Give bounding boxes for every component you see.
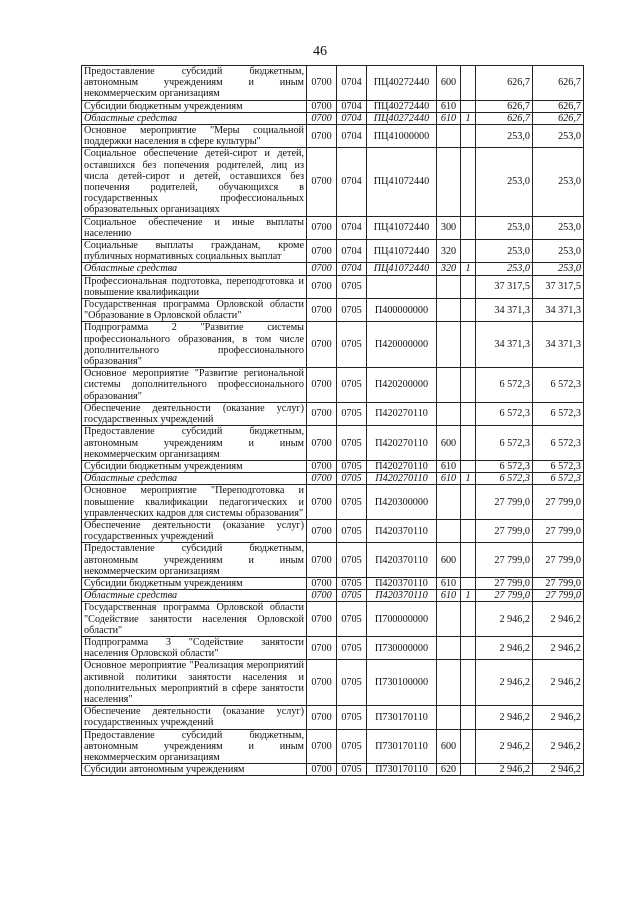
funding-source-cell	[461, 100, 476, 112]
amount-cell: 626,7	[476, 66, 533, 101]
section-code-cell: 0700	[307, 473, 337, 485]
funding-source-cell	[461, 543, 476, 578]
section-code-cell: 0700	[307, 368, 337, 403]
subsection-code-cell: 0705	[337, 602, 367, 637]
expense-type-cell	[437, 519, 461, 542]
amount-cell: 2 946,2	[476, 706, 533, 729]
section-code-cell: 0700	[307, 706, 337, 729]
row-name-cell: Социальное обеспечение детей-сирот и детей, оставшихся без попечения родителей, лиц из числа детей-сирот и детей, оставшихся без попечения родителей, обучающихся в государственных профессиональных образовательных организациях	[82, 148, 307, 216]
amount-total-cell: 34 371,3	[533, 299, 584, 322]
funding-source-cell	[461, 148, 476, 216]
funding-source-cell	[461, 519, 476, 542]
amount-total-cell: 626,7	[533, 66, 584, 101]
amount-cell: 6 572,3	[476, 473, 533, 485]
section-code-cell: 0700	[307, 764, 337, 776]
subsection-code-cell: 0705	[337, 473, 367, 485]
amount-cell: 27 799,0	[476, 543, 533, 578]
target-article-cell: П400000000	[367, 299, 437, 322]
subsection-code-cell: 0704	[337, 148, 367, 216]
target-article-cell: П420270110	[367, 402, 437, 425]
amount-total-cell: 2 946,2	[533, 636, 584, 659]
subsection-code-cell: 0705	[337, 519, 367, 542]
expense-type-cell	[437, 368, 461, 403]
table-row	[82, 590, 584, 602]
section-code-cell: 0700	[307, 485, 337, 520]
subsection-code-cell: 0704	[337, 240, 367, 263]
table-row	[82, 473, 584, 485]
amount-total-cell: 6 572,3	[533, 402, 584, 425]
section-code-cell: 0700	[307, 216, 337, 239]
row-name-cell: Предоставление субсидий бюджетным, автономным учреждениям и иным некоммерческим организациям	[82, 66, 307, 101]
target-article-cell: ПЦ40272440	[367, 100, 437, 112]
section-code-cell: 0700	[307, 577, 337, 589]
expense-type-cell	[437, 402, 461, 425]
target-article-cell: П730170110	[367, 729, 437, 764]
amount-cell: 626,7	[476, 100, 533, 112]
subsection-code-cell: 0705	[337, 706, 367, 729]
table-row	[82, 577, 584, 589]
amount-cell: 27 799,0	[476, 519, 533, 542]
amount-total-cell: 27 799,0	[533, 543, 584, 578]
amount-total-cell: 2 946,2	[533, 660, 584, 706]
section-code-cell: 0700	[307, 402, 337, 425]
table-row	[82, 368, 584, 403]
row-name-cell: Предоставление субсидий бюджетным, автономным учреждениям и иным некоммерческим организациям	[82, 729, 307, 764]
row-name-cell: Социальное обеспечение и иные выплаты населению	[82, 216, 307, 239]
funding-source-cell	[461, 125, 476, 148]
table-row	[82, 660, 584, 706]
amount-total-cell: 2 946,2	[533, 602, 584, 637]
target-article-cell: ПЦ40272440	[367, 66, 437, 101]
expense-type-cell: 610	[437, 112, 461, 124]
section-code-cell: 0700	[307, 100, 337, 112]
amount-total-cell: 253,0	[533, 216, 584, 239]
target-article-cell: П730170110	[367, 706, 437, 729]
target-article-cell: П730000000	[367, 636, 437, 659]
funding-source-cell	[461, 216, 476, 239]
row-name-cell: Основное мероприятие "Переподготовка и повышение квалификации педагогических и управленческих кадров для системы образования"	[82, 485, 307, 520]
section-code-cell: 0700	[307, 299, 337, 322]
funding-source-cell	[461, 706, 476, 729]
amount-cell: 253,0	[476, 125, 533, 148]
table-row	[82, 764, 584, 776]
section-code-cell: 0700	[307, 636, 337, 659]
expense-type-cell: 600	[437, 426, 461, 461]
target-article-cell: П420370110	[367, 543, 437, 578]
amount-cell: 34 371,3	[476, 299, 533, 322]
amount-total-cell: 253,0	[533, 148, 584, 216]
amount-cell: 2 946,2	[476, 729, 533, 764]
row-name-cell: Областные средства	[82, 590, 307, 602]
target-article-cell: П730100000	[367, 660, 437, 706]
funding-source-cell	[461, 322, 476, 368]
row-name-cell: Подпрограмма 2 "Развитие системы профессионального образования, в том числе дополнительного профессионального образования"	[82, 322, 307, 368]
funding-source-cell	[461, 729, 476, 764]
amount-cell: 253,0	[476, 240, 533, 263]
funding-source-cell	[461, 660, 476, 706]
section-code-cell: 0700	[307, 660, 337, 706]
subsection-code-cell: 0705	[337, 275, 367, 298]
funding-source-cell	[461, 402, 476, 425]
table-row	[82, 263, 584, 275]
table-row	[82, 112, 584, 124]
target-article-cell: П420370110	[367, 577, 437, 589]
row-name-cell: Обеспечение деятельности (оказание услуг) государственных учреждений	[82, 402, 307, 425]
amount-total-cell: 37 317,5	[533, 275, 584, 298]
expense-type-cell	[437, 602, 461, 637]
amount-cell: 2 946,2	[476, 636, 533, 659]
amount-cell: 6 572,3	[476, 368, 533, 403]
subsection-code-cell: 0704	[337, 216, 367, 239]
amount-total-cell: 253,0	[533, 240, 584, 263]
amount-total-cell: 6 572,3	[533, 368, 584, 403]
row-name-cell: Социальные выплаты гражданам, кроме публичных нормативных социальных выплат	[82, 240, 307, 263]
subsection-code-cell: 0704	[337, 66, 367, 101]
table-row	[82, 240, 584, 263]
amount-total-cell: 34 371,3	[533, 322, 584, 368]
amount-cell: 2 946,2	[476, 764, 533, 776]
funding-source-cell	[461, 764, 476, 776]
row-name-cell: Областные средства	[82, 473, 307, 485]
subsection-code-cell: 0705	[337, 299, 367, 322]
amount-cell: 2 946,2	[476, 660, 533, 706]
amount-total-cell: 2 946,2	[533, 764, 584, 776]
subsection-code-cell: 0705	[337, 426, 367, 461]
target-article-cell: ПЦ40272440	[367, 112, 437, 124]
amount-cell: 6 572,3	[476, 426, 533, 461]
expense-type-cell: 620	[437, 764, 461, 776]
funding-source-cell: 1	[461, 473, 476, 485]
row-name-cell: Субсидии автономным учреждениям	[82, 764, 307, 776]
subsection-code-cell: 0704	[337, 125, 367, 148]
target-article-cell: П420270110	[367, 473, 437, 485]
subsection-code-cell: 0705	[337, 485, 367, 520]
section-code-cell: 0700	[307, 263, 337, 275]
section-code-cell: 0700	[307, 426, 337, 461]
funding-source-cell	[461, 240, 476, 263]
funding-source-cell	[461, 460, 476, 472]
table-row	[82, 216, 584, 239]
funding-source-cell	[461, 577, 476, 589]
section-code-cell: 0700	[307, 729, 337, 764]
target-article-cell	[367, 275, 437, 298]
row-name-cell: Субсидии бюджетным учреждениям	[82, 577, 307, 589]
subsection-code-cell: 0705	[337, 636, 367, 659]
row-name-cell: Государственная программа Орловской области "Содействие занятости населения Орловской области"	[82, 602, 307, 637]
expense-type-cell	[437, 299, 461, 322]
expense-type-cell	[437, 706, 461, 729]
funding-source-cell	[461, 299, 476, 322]
target-article-cell: П700000000	[367, 602, 437, 637]
budget-table	[81, 65, 584, 776]
expense-type-cell: 600	[437, 543, 461, 578]
expense-type-cell	[437, 125, 461, 148]
target-article-cell: П420000000	[367, 322, 437, 368]
amount-total-cell: 27 799,0	[533, 519, 584, 542]
row-name-cell: Основное мероприятие "Развитие региональной системы дополнительного профессионального образования"	[82, 368, 307, 403]
target-article-cell: ПЦ41072440	[367, 240, 437, 263]
table-row	[82, 426, 584, 461]
subsection-code-cell: 0705	[337, 368, 367, 403]
expense-type-cell: 610	[437, 590, 461, 602]
expense-type-cell	[437, 485, 461, 520]
subsection-code-cell: 0704	[337, 263, 367, 275]
section-code-cell: 0700	[307, 240, 337, 263]
funding-source-cell	[461, 66, 476, 101]
page-number: 46	[313, 44, 327, 59]
section-code-cell: 0700	[307, 460, 337, 472]
expense-type-cell: 610	[437, 460, 461, 472]
target-article-cell: ПЦ41072440	[367, 216, 437, 239]
row-name-cell: Субсидии бюджетным учреждениям	[82, 460, 307, 472]
amount-total-cell: 6 572,3	[533, 473, 584, 485]
subsection-code-cell: 0705	[337, 322, 367, 368]
target-article-cell: П730170110	[367, 764, 437, 776]
section-code-cell: 0700	[307, 112, 337, 124]
expense-type-cell: 600	[437, 729, 461, 764]
section-code-cell: 0700	[307, 275, 337, 298]
subsection-code-cell: 0705	[337, 764, 367, 776]
table-row	[82, 125, 584, 148]
expense-type-cell: 610	[437, 100, 461, 112]
row-name-cell: Субсидии бюджетным учреждениям	[82, 100, 307, 112]
target-article-cell: П420300000	[367, 485, 437, 520]
expense-type-cell: 320	[437, 240, 461, 263]
funding-source-cell	[461, 602, 476, 637]
row-name-cell: Основное мероприятие "Реализация мероприятий активной политики занятости населения и дополнительных мероприятий в сфере занятости населения"	[82, 660, 307, 706]
target-article-cell: П420200000	[367, 368, 437, 403]
expense-type-cell: 610	[437, 577, 461, 589]
amount-total-cell: 6 572,3	[533, 460, 584, 472]
funding-source-cell: 1	[461, 590, 476, 602]
target-article-cell: ПЦ41072440	[367, 263, 437, 275]
amount-total-cell: 27 799,0	[533, 577, 584, 589]
section-code-cell: 0700	[307, 543, 337, 578]
amount-total-cell: 253,0	[533, 263, 584, 275]
amount-cell: 253,0	[476, 148, 533, 216]
section-code-cell: 0700	[307, 148, 337, 216]
row-name-cell: Профессиональная подготовка, переподготовка и повышение квалификации	[82, 275, 307, 298]
expense-type-cell	[437, 275, 461, 298]
target-article-cell: ПЦ41000000	[367, 125, 437, 148]
subsection-code-cell: 0705	[337, 660, 367, 706]
expense-type-cell	[437, 636, 461, 659]
amount-total-cell: 6 572,3	[533, 426, 584, 461]
amount-cell: 6 572,3	[476, 402, 533, 425]
row-name-cell: Обеспечение деятельности (оказание услуг) государственных учреждений	[82, 706, 307, 729]
table-row	[82, 322, 584, 368]
subsection-code-cell: 0705	[337, 460, 367, 472]
amount-cell: 253,0	[476, 216, 533, 239]
amount-cell: 626,7	[476, 112, 533, 124]
expense-type-cell	[437, 660, 461, 706]
row-name-cell: Обеспечение деятельности (оказание услуг) государственных учреждений	[82, 519, 307, 542]
table-row	[82, 519, 584, 542]
funding-source-cell	[461, 275, 476, 298]
subsection-code-cell: 0705	[337, 729, 367, 764]
funding-source-cell: 1	[461, 263, 476, 275]
budget-table-body	[82, 66, 584, 776]
amount-cell: 27 799,0	[476, 577, 533, 589]
table-row	[82, 275, 584, 298]
section-code-cell: 0700	[307, 590, 337, 602]
amount-cell: 27 799,0	[476, 590, 533, 602]
expense-type-cell: 600	[437, 66, 461, 101]
row-name-cell: Предоставление субсидий бюджетным, автономным учреждениям и иным некоммерческим организациям	[82, 426, 307, 461]
table-row	[82, 602, 584, 637]
target-article-cell: П420370110	[367, 519, 437, 542]
expense-type-cell: 320	[437, 263, 461, 275]
table-row	[82, 485, 584, 520]
subsection-code-cell: 0705	[337, 590, 367, 602]
funding-source-cell	[461, 485, 476, 520]
amount-total-cell: 253,0	[533, 125, 584, 148]
expense-type-cell	[437, 322, 461, 368]
amount-cell: 6 572,3	[476, 460, 533, 472]
funding-source-cell	[461, 636, 476, 659]
table-row	[82, 706, 584, 729]
subsection-code-cell: 0705	[337, 577, 367, 589]
row-name-cell: Государственная программа Орловской области "Образование в Орловской области"	[82, 299, 307, 322]
table-row	[82, 100, 584, 112]
amount-cell: 34 371,3	[476, 322, 533, 368]
amount-total-cell: 27 799,0	[533, 485, 584, 520]
amount-total-cell: 626,7	[533, 100, 584, 112]
row-name-cell: Подпрограмма 3 "Содействие занятости населения Орловской области"	[82, 636, 307, 659]
table-row	[82, 148, 584, 216]
amount-cell: 37 317,5	[476, 275, 533, 298]
amount-total-cell: 2 946,2	[533, 729, 584, 764]
subsection-code-cell: 0704	[337, 112, 367, 124]
amount-total-cell: 2 946,2	[533, 706, 584, 729]
row-name-cell: Областные средства	[82, 112, 307, 124]
target-article-cell: П420270110	[367, 426, 437, 461]
table-row	[82, 543, 584, 578]
subsection-code-cell: 0705	[337, 402, 367, 425]
amount-total-cell: 27 799,0	[533, 590, 584, 602]
funding-source-cell	[461, 426, 476, 461]
target-article-cell: ПЦ41072440	[367, 148, 437, 216]
funding-source-cell: 1	[461, 112, 476, 124]
table-row	[82, 402, 584, 425]
amount-cell: 2 946,2	[476, 602, 533, 637]
table-row	[82, 299, 584, 322]
funding-source-cell	[461, 368, 476, 403]
table-row	[82, 66, 584, 101]
section-code-cell: 0700	[307, 519, 337, 542]
row-name-cell: Основное мероприятие "Меры социальной поддержки населения в сфере культуры"	[82, 125, 307, 148]
subsection-code-cell: 0704	[337, 100, 367, 112]
amount-cell: 27 799,0	[476, 485, 533, 520]
section-code-cell: 0700	[307, 322, 337, 368]
row-name-cell: Областные средства	[82, 263, 307, 275]
section-code-cell: 0700	[307, 125, 337, 148]
table-row	[82, 729, 584, 764]
section-code-cell: 0700	[307, 66, 337, 101]
amount-total-cell: 626,7	[533, 112, 584, 124]
row-name-cell: Предоставление субсидий бюджетным, автономным учреждениям и иным некоммерческим организациям	[82, 543, 307, 578]
expense-type-cell	[437, 148, 461, 216]
target-article-cell: П420370110	[367, 590, 437, 602]
subsection-code-cell: 0705	[337, 543, 367, 578]
amount-cell: 253,0	[476, 263, 533, 275]
expense-type-cell: 610	[437, 473, 461, 485]
section-code-cell: 0700	[307, 602, 337, 637]
table-row	[82, 636, 584, 659]
target-article-cell: П420270110	[367, 460, 437, 472]
expense-type-cell: 300	[437, 216, 461, 239]
table-row	[82, 460, 584, 472]
